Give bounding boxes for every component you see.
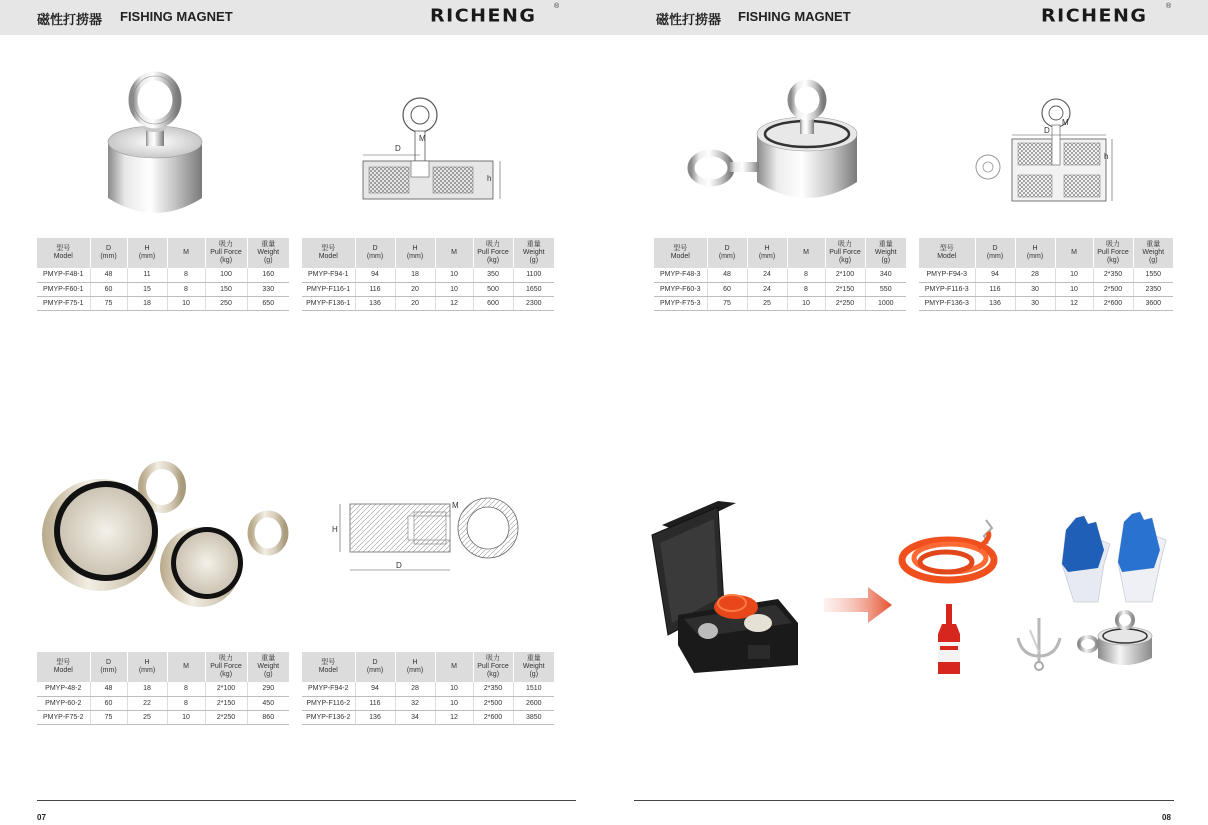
page-number: 08 bbox=[1162, 813, 1171, 822]
table-row: PMYP-48-2 48 18 8 2*100 290 bbox=[37, 682, 289, 696]
table-row: PMYP-F136-2 136 34 12 2*600 3850 bbox=[302, 710, 554, 724]
col-weight: 重量 Weight (g) bbox=[1133, 238, 1173, 268]
page-header bbox=[0, 0, 604, 35]
table-row: PMYP-F94-3 94 28 10 2*350 1550 bbox=[919, 268, 1173, 282]
table-row: PMYP-F48-1 48 11 8 100 160 bbox=[37, 268, 289, 282]
table-row: PMYP-F75-3 75 25 10 2*250 1000 bbox=[654, 296, 906, 310]
rope-photo bbox=[896, 518, 1006, 588]
spec-table-f-1-large bbox=[302, 238, 554, 311]
registered-mark: ® bbox=[554, 3, 560, 10]
dim-label-h: h bbox=[1104, 152, 1109, 161]
spec-table-f-3-large bbox=[919, 238, 1173, 311]
single-side-magnet-photo bbox=[100, 70, 210, 220]
small-magnet-photo bbox=[1074, 610, 1164, 670]
table-row: PMYP-F94-1 94 18 10 350 1100 bbox=[302, 268, 554, 282]
col-model: 型号 Model bbox=[37, 238, 90, 268]
spec-table-f-2-large bbox=[302, 652, 554, 725]
col-h: H (mm) bbox=[127, 652, 167, 682]
col-weight: 重量 Weight (g) bbox=[247, 238, 289, 268]
col-m: M bbox=[1055, 238, 1093, 268]
footer-divider bbox=[634, 800, 1174, 801]
col-d: D (mm) bbox=[975, 238, 1015, 268]
col-model: 型号 Model bbox=[654, 238, 707, 268]
col-h: H (mm) bbox=[395, 238, 435, 268]
page-header bbox=[604, 0, 1208, 35]
dim-label-h: h bbox=[487, 174, 492, 183]
col-weight: 重量 Weight (g) bbox=[247, 652, 289, 682]
table-row: PMYP-F75-2 75 25 10 2*250 860 bbox=[37, 710, 289, 724]
arrow-icon bbox=[824, 585, 894, 625]
col-m: M bbox=[787, 238, 825, 268]
three-side-technical-drawing bbox=[974, 95, 1124, 205]
kit-case-photo bbox=[648, 495, 803, 675]
single-side-technical-drawing bbox=[355, 95, 505, 205]
col-m: M bbox=[167, 652, 205, 682]
col-weight: 重量 Weight (g) bbox=[865, 238, 906, 268]
page-08 bbox=[604, 0, 1208, 825]
col-force: 吸力 Pull Force (kg) bbox=[205, 652, 247, 682]
col-h: H (mm) bbox=[395, 652, 435, 682]
spec-table-f-1-small bbox=[37, 238, 289, 311]
three-side-magnet-photo bbox=[689, 82, 864, 207]
col-force: 吸力 Pull Force (kg) bbox=[825, 238, 865, 268]
col-d: D (mm) bbox=[355, 238, 395, 268]
table-row: PMYP-F116-2 116 32 10 2*500 2600 bbox=[302, 696, 554, 710]
table-row: PMYP-F136-1 136 20 12 600 2300 bbox=[302, 296, 554, 310]
col-d: D (mm) bbox=[707, 238, 747, 268]
col-weight: 重量 Weight (g) bbox=[513, 652, 554, 682]
gloves-photo bbox=[1052, 510, 1172, 605]
page-number: 07 bbox=[37, 813, 46, 822]
title-cn: 磁性打捞器 bbox=[37, 13, 103, 28]
col-d: D (mm) bbox=[90, 238, 127, 268]
grappling-hook-photo bbox=[1014, 612, 1064, 672]
dim-label-m: M bbox=[1062, 118, 1069, 127]
col-h: H (mm) bbox=[127, 238, 167, 268]
col-model: 型号 Model bbox=[37, 652, 90, 682]
double-side-technical-drawing bbox=[330, 490, 530, 580]
dim-label-d: D bbox=[396, 561, 402, 570]
col-weight: 重量 Weight (g) bbox=[513, 238, 554, 268]
table-row: PMYP-F75-1 75 18 10 250 650 bbox=[37, 296, 289, 310]
col-m: M bbox=[167, 238, 205, 268]
table-row: PMYP-F116-3 116 30 10 2*500 2350 bbox=[919, 282, 1173, 296]
col-m: M bbox=[435, 652, 473, 682]
dim-label-m: M bbox=[419, 134, 426, 143]
table-row: PMYP-F48-3 48 24 8 2*100 340 bbox=[654, 268, 906, 282]
spec-table-f-3-small bbox=[654, 238, 906, 311]
col-model: 型号 Model bbox=[919, 238, 975, 268]
table-row: PMYP-F136-3 136 30 12 2*600 3600 bbox=[919, 296, 1173, 310]
table-row: PMYP-F60-1 60 15 8 150 330 bbox=[37, 282, 289, 296]
double-side-magnet-photo bbox=[40, 455, 290, 615]
col-force: 吸力 Pull Force (kg) bbox=[473, 652, 513, 682]
table-row: PMYP-60-2 60 22 8 2*150 450 bbox=[37, 696, 289, 710]
dim-label-d: D bbox=[395, 144, 401, 153]
title-cn: 磁性打捞器 bbox=[656, 13, 722, 28]
table-row: PMYP-F60-3 60 24 8 2*150 550 bbox=[654, 282, 906, 296]
col-d: D (mm) bbox=[355, 652, 395, 682]
dim-label-h: H bbox=[332, 525, 338, 534]
table-row: PMYP-F116-1 116 20 10 500 1650 bbox=[302, 282, 554, 296]
registered-mark: ® bbox=[1166, 3, 1172, 10]
threadlocker-photo bbox=[934, 604, 964, 676]
dim-label-d: D bbox=[1044, 126, 1050, 135]
spec-table-f-2-small bbox=[37, 652, 289, 725]
brand-logo: RICHENG bbox=[1041, 5, 1148, 27]
col-force: 吸力 Pull Force (kg) bbox=[473, 238, 513, 268]
col-d: D (mm) bbox=[90, 652, 127, 682]
col-force: 吸力 Pull Force (kg) bbox=[205, 238, 247, 268]
dim-label-m: M bbox=[452, 501, 459, 510]
title-en: FISHING MAGNET bbox=[738, 9, 851, 24]
col-force: 吸力 Pull Force (kg) bbox=[1093, 238, 1133, 268]
table-row: PMYP-F94-2 94 28 10 2*350 1510 bbox=[302, 682, 554, 696]
col-model: 型号 Model bbox=[302, 238, 355, 268]
brand-logo: RICHENG bbox=[430, 5, 537, 27]
footer-divider bbox=[37, 800, 576, 801]
col-h: H (mm) bbox=[747, 238, 787, 268]
col-m: M bbox=[435, 238, 473, 268]
col-h: H (mm) bbox=[1015, 238, 1055, 268]
col-model: 型号 Model bbox=[302, 652, 355, 682]
title-en: FISHING MAGNET bbox=[120, 9, 233, 24]
